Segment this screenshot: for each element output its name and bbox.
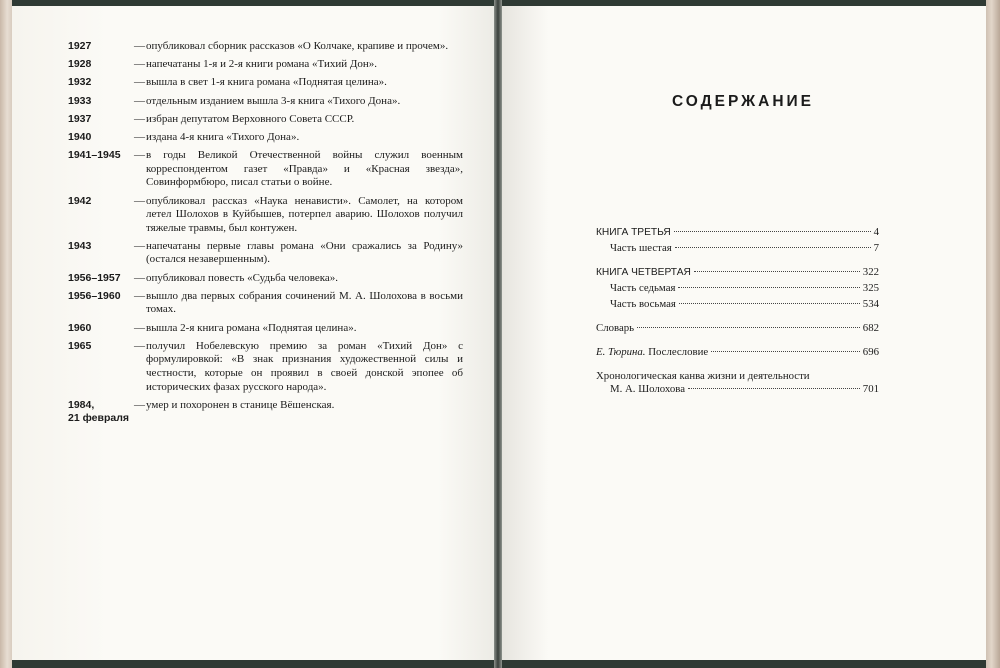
chronology-year: 1965 (68, 339, 92, 352)
chronology-dash: — (134, 112, 145, 125)
chronology-row (68, 290, 463, 317)
toc-entry-page: 7 (873, 242, 879, 254)
toc-entry-title: Послесловие (648, 346, 709, 358)
chronology-row (68, 399, 463, 426)
toc-leader-dots (679, 303, 860, 304)
chronology-text: напечатаны 1-я и 2-я книги романа «Тихий Дон». (146, 58, 378, 71)
chronology-row (68, 76, 463, 90)
toc-entry-label: М. А. Шолохова (610, 383, 685, 395)
chronology-text: опубликовал повесть «Судьба человека». (146, 271, 339, 284)
chronology-year: 1933 (68, 94, 92, 107)
toc-entry-afterword[interactable] (596, 346, 879, 359)
chronology-year: 1956–1960 (68, 289, 121, 302)
chronology-year: 1937 (68, 112, 92, 125)
chronology-list (68, 40, 463, 431)
chronology-row (68, 240, 463, 267)
book-cover-edge-left (0, 0, 12, 668)
chronology-row (68, 40, 463, 54)
chronology-row (68, 272, 463, 286)
chronology-dash: — (134, 130, 145, 143)
toc-leader-dots (678, 287, 859, 288)
chronology-dash: — (134, 58, 145, 71)
chronology-dash: — (134, 398, 145, 411)
book-cover-edge-right (986, 0, 1000, 668)
chronology-text: вышла 2-я книга романа «Поднятая целина». (146, 321, 357, 334)
chronology-year: 1956–1957 (68, 271, 121, 284)
toc-leader-dots (674, 231, 871, 232)
chronology-dash: — (134, 321, 145, 334)
toc-leader-dots (711, 351, 860, 352)
chronology-year: 1960 (68, 321, 92, 334)
chronology-dash: — (134, 271, 145, 284)
toc-entry-page: 322 (862, 266, 879, 278)
chronology-row (68, 340, 463, 394)
chronology-text: вышла в свет 1-я книга романа «Поднятая целина». (146, 76, 387, 89)
chronology-text: вышло два первых собрания сочинений М. А. Шолохова в восьми томах. (146, 289, 463, 316)
chronology-year (68, 399, 134, 426)
chronology-text: опубликовал сборник рассказов «О Колчаке, крапиве и прочем». (146, 40, 449, 52)
chronology-text: в годы Великой Отечественной войны служил военным корреспондентом газет «Правда» и «Красная звезда», Совинформбюро, писал статьи о войне. (146, 149, 463, 189)
chronology-text: издана 4-я книга «Тихого Дона». (146, 130, 300, 143)
chronology-year: 1940 (68, 130, 92, 143)
toc-entry-book4[interactable] (596, 266, 879, 279)
toc-entry-chronology-line2 (596, 383, 879, 396)
toc-leader-dots (694, 271, 860, 272)
chronology-year-line2: 21 февраля (68, 412, 129, 425)
toc-list (596, 226, 879, 396)
chronology-text: опубликовал рассказ «Наука ненависти». Самолет, на котором летел Шолохов в Куйбышев, потерпел аварию. Шолохов получил тяжелые травмы, был контужен. (146, 194, 463, 234)
chronology-dash: — (134, 94, 145, 107)
toc-entry-label-line1: Хронологическая канва жизни и деятельности (596, 370, 810, 382)
chronology-text: избран депутатом Верховного Совета СССР. (146, 112, 355, 125)
toc-entry-chronology[interactable] (596, 370, 879, 396)
toc-entry-part8[interactable] (596, 298, 879, 311)
chronology-text: отдельным изданием вышла 3-я книга «Тихого Дона». (146, 94, 401, 107)
toc-entry-page: 696 (862, 346, 879, 358)
chronology-year: 1932 (68, 76, 92, 89)
chronology-row (68, 149, 463, 190)
toc-entry-label: КНИГА ЧЕТВЕРТАЯ (596, 267, 691, 278)
chronology-row (68, 131, 463, 145)
chronology-year: 1928 (68, 58, 92, 71)
toc-leader-dots (675, 247, 871, 248)
toc-entry-page: 534 (862, 298, 879, 310)
chronology-row (68, 95, 463, 109)
chronology-row (68, 113, 463, 127)
toc-title: СОДЕРЖАНИЕ (671, 93, 815, 110)
toc-entry-dictionary[interactable] (596, 322, 879, 335)
chronology-dash: — (134, 289, 145, 302)
chronology-dash: — (134, 76, 145, 89)
chronology-dash: — (134, 149, 145, 162)
chronology-year: 1941–1945 (68, 149, 121, 162)
chronology-year: 1943 (68, 239, 92, 252)
toc-entry-label: КНИГА ТРЕТЬЯ (596, 227, 671, 238)
toc-leader-dots (637, 327, 860, 328)
toc-entry-page: 4 (873, 226, 879, 238)
chronology-dash: — (134, 239, 145, 252)
chronology-text: умер и похоронен в станице Вёшенская. (146, 398, 335, 411)
toc-entry-page: 325 (862, 282, 879, 294)
toc-entry-part6[interactable] (596, 242, 879, 255)
toc-entry-book3[interactable] (596, 226, 879, 239)
chronology-row (68, 322, 463, 336)
toc-entry-page: 682 (862, 322, 879, 334)
toc-entry-label: Часть седьмая (610, 282, 676, 294)
chronology-text: получил Нобелевскую премию за роман «Тихий Дон» с формулировкой: «В знак признания художественной силы и честности, которые он проявил в своей донской эпопее об исторических фазах русского народа». (146, 339, 463, 393)
toc-entry-part7[interactable] (596, 282, 879, 295)
toc-leader-dots (688, 388, 860, 389)
chronology-text: напечатаны первые главы романа «Они сражались за Родину» (остался незавершенным). (146, 239, 463, 266)
toc-entry-label: Часть шестая (610, 242, 672, 254)
chronology-dash: — (134, 339, 145, 352)
toc-entry-label: Часть восьмая (610, 298, 676, 310)
chronology-year-line1: 1984, (68, 398, 95, 411)
toc-entry-page: 701 (862, 383, 879, 395)
chronology-year: 1927 (68, 40, 92, 52)
chronology-dash: — (134, 194, 145, 207)
chronology-row (68, 58, 463, 72)
toc-entry-label (596, 346, 708, 359)
chronology-year: 1942 (68, 194, 92, 207)
chronology-dash: — (134, 40, 145, 52)
toc-entry-author: Е. Тюрина. (596, 346, 646, 358)
chronology-row (68, 195, 463, 236)
toc-entry-label: Словарь (596, 322, 635, 334)
